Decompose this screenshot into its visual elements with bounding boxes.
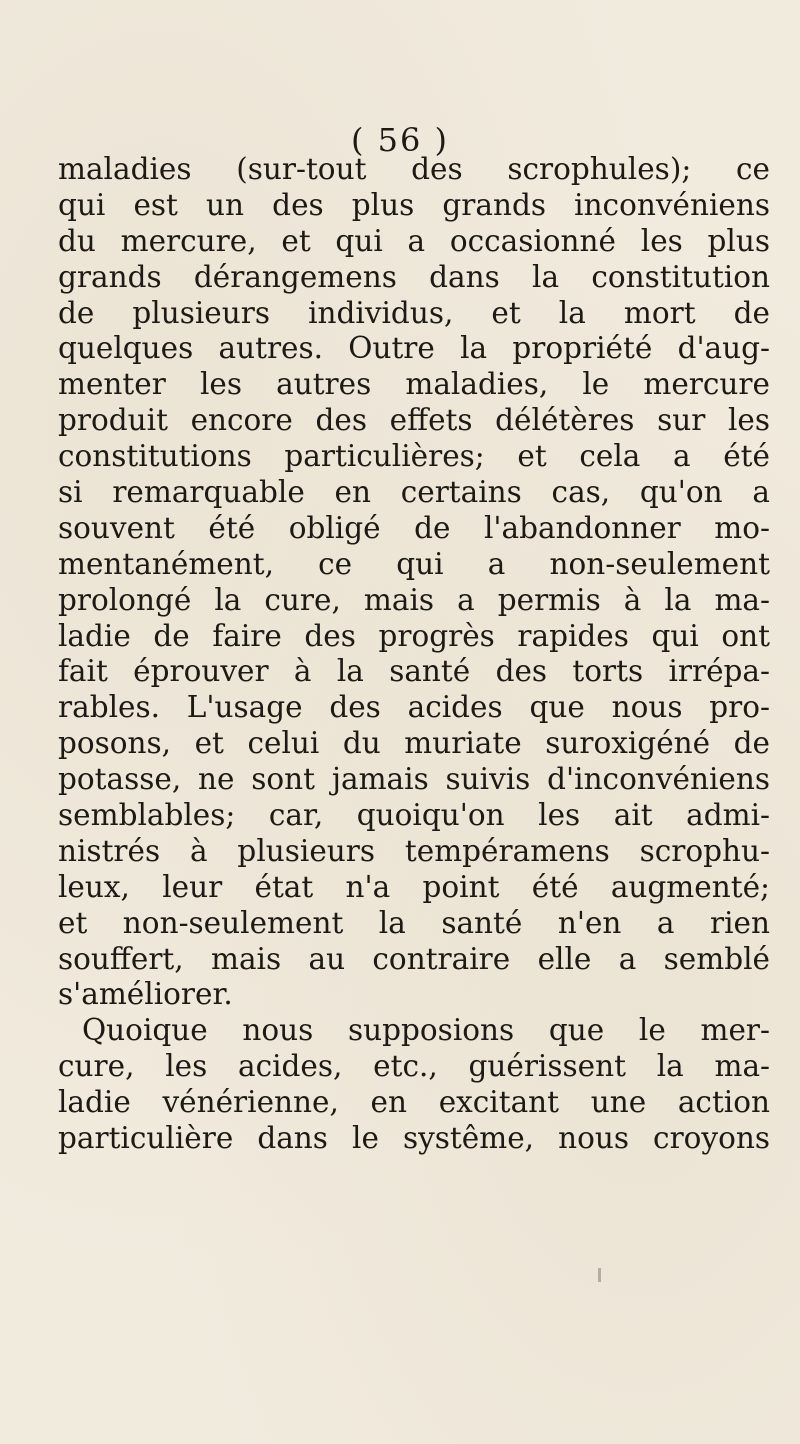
text-line: souffert, mais au contraire elle a semblé	[58, 941, 770, 976]
text-line: constitutions particulières; et cela a été	[58, 439, 770, 474]
paragraph-end-line: s'améliorer.	[58, 977, 233, 1012]
text-line: fait éprouver à la santé des torts irrépa-	[58, 654, 770, 689]
text-line: potasse, ne sont jamais suivis d'inconvéniens	[58, 762, 770, 797]
text-line: quelques autres. Outre la propriété d'aug-	[58, 331, 770, 366]
text-line: souvent été obligé de l'abandonner mo-	[58, 510, 770, 545]
text-line: particulière dans le systême, nous croyons	[58, 1121, 770, 1156]
text-line: produit encore des effets délétères sur les	[58, 403, 770, 438]
page-number: ( 56 )	[350, 121, 450, 159]
text-line: et non-seulement la santé n'en a rien	[58, 905, 770, 940]
paragraph-start-line: Quoique nous supposions que le mer-	[82, 1013, 770, 1048]
text-line: rables. L'usage des acides que nous pro-	[58, 690, 770, 725]
text-line: ladie vénérienne, en excitant une action	[58, 1085, 770, 1120]
text-line: ladie de faire des progrès rapides qui ont	[58, 618, 770, 653]
text-line: du mercure, et qui a occasionné les plus	[58, 223, 770, 258]
text-line: mentanément, ce qui a non-seulement	[58, 546, 770, 581]
body-text	[58, 152, 770, 1157]
text-line: menter les autres maladies, le mercure	[58, 367, 770, 402]
text-line: cure, les acides, etc., guérissent la ma-	[58, 1049, 770, 1084]
text-line: posons, et celui du muriate suroxigéné de	[58, 726, 770, 761]
text-line: maladies (sur-tout des scrophules); ce	[58, 152, 770, 186]
text-line: de plusieurs individus, et la mort de	[58, 295, 770, 330]
paper-mark	[598, 1268, 601, 1282]
text-line: prolongé la cure, mais a permis à la ma-	[58, 582, 770, 617]
text-line: grands dérangemens dans la constitution	[58, 259, 770, 294]
text-line: si remarquable en certains cas, qu'on a	[58, 475, 770, 510]
text-line: leux, leur état n'a point été augmenté;	[58, 869, 770, 904]
text-line: qui est un des plus grands inconvéniens	[58, 187, 770, 222]
text-line: nistrés à plusieurs tempéramens scrophu-	[58, 833, 770, 868]
text-line: semblables; car, quoiqu'on les ait admi-	[58, 798, 770, 833]
